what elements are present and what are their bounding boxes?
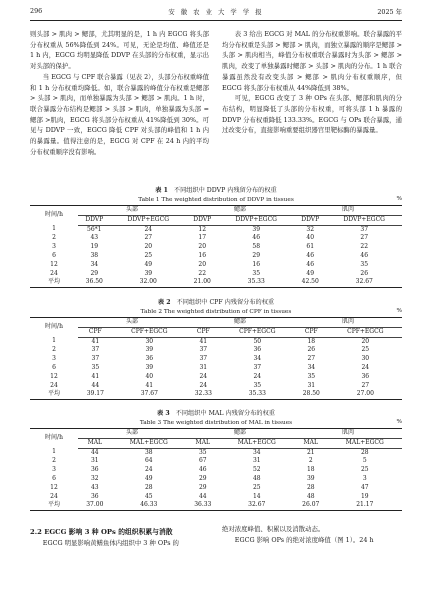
cell: 35 xyxy=(360,260,369,268)
sub-header: DDVP xyxy=(294,215,327,225)
table-number: 表 3 xyxy=(157,410,170,417)
group-header: 肌肉 xyxy=(294,318,402,328)
paragraph: EGCG 明显影响黄鳝鱼体内组织中 3 种 OPs 的 xyxy=(42,539,179,547)
table-row xyxy=(30,234,402,243)
sub-header: MAL xyxy=(294,438,328,448)
cell: 2 xyxy=(308,457,313,465)
page-number: 296 xyxy=(30,7,43,15)
cell: 61 xyxy=(306,243,315,251)
table-title: 不同组织中 DDVP 内残留分布的权重 xyxy=(173,187,277,194)
cell: 46 xyxy=(306,260,315,268)
table-average-row xyxy=(30,278,402,287)
cell: 47 xyxy=(360,483,369,491)
table-row xyxy=(30,355,402,364)
cell: 35 xyxy=(253,381,262,389)
paragraph: 则头部 > 肌肉 > 鳃部，尤其明显的是，1 h 内 EGCG 将头部分布权重从 56%降低到 24%。可见，无论是均值、峰值还是 1 h 内，EGCG 均明显降低 DDVP 在头部的分布权重，显示出对头部的保护。 xyxy=(30,30,209,71)
cell: 46.33 xyxy=(112,501,186,510)
table-1 xyxy=(30,205,402,288)
cell: 平均 xyxy=(30,278,78,287)
cell: 29 xyxy=(252,251,261,259)
cell: 48 xyxy=(306,492,315,500)
cell: 24 xyxy=(199,381,208,389)
cell: 34 xyxy=(253,355,262,363)
cell: 1 xyxy=(52,225,56,233)
table-number: 表 1 xyxy=(155,187,168,194)
cell: 27 xyxy=(360,234,369,242)
cell: 44 xyxy=(198,492,207,500)
sub-header: MAL xyxy=(186,438,220,448)
cell: 14 xyxy=(252,492,261,500)
group-header: 头部 xyxy=(78,318,186,328)
cell: 37 xyxy=(199,355,208,363)
cell: 26 xyxy=(360,269,369,277)
table-title-en: Table 3 The weighted distribution of MAL in tissues xyxy=(139,419,293,426)
cell: 39 xyxy=(145,363,154,371)
cell: 43 xyxy=(90,234,99,242)
table-unit: % xyxy=(396,308,402,314)
cell: 40 xyxy=(306,234,315,242)
cell: 3 xyxy=(52,466,56,474)
cell: 平均 xyxy=(30,390,78,399)
table-2-caption xyxy=(30,299,402,317)
table-average-row xyxy=(30,390,402,399)
time-header: 时间/h xyxy=(30,429,78,449)
cell: 12 xyxy=(50,483,58,491)
cell: 52 xyxy=(252,466,261,474)
cell: 48 xyxy=(252,474,261,482)
cell: 46 xyxy=(306,251,315,259)
right-column-top xyxy=(222,29,402,136)
table-row xyxy=(30,261,402,270)
table-row xyxy=(30,270,402,279)
cell: 35 xyxy=(198,448,207,456)
table-title: 不同组织中 MAL 内残留分布的权重 xyxy=(175,410,275,417)
group-header: 鳃部 xyxy=(186,429,294,439)
table-title: 不同组织中 CPF 内残留分布的权重 xyxy=(176,299,275,306)
cell: 39.17 xyxy=(78,390,113,399)
cell: 49 xyxy=(306,269,315,277)
table-row xyxy=(30,457,402,466)
group-header: 肌肉 xyxy=(294,429,402,439)
issue-year: 2025 年 xyxy=(377,8,402,16)
cell: 24 xyxy=(50,492,58,500)
cell: 17 xyxy=(198,234,207,242)
cell: 44 xyxy=(91,381,100,389)
cell: 35 xyxy=(252,269,261,277)
table-average-row xyxy=(30,501,402,510)
cell: 24 xyxy=(253,372,262,380)
cell: 28 xyxy=(360,448,369,456)
cell: 35 xyxy=(91,363,100,371)
cell: 16 xyxy=(252,260,261,268)
cell: 30 xyxy=(361,355,370,363)
sub-header: DDVP xyxy=(186,215,219,225)
cell: 27 xyxy=(361,381,370,389)
cell: 46 xyxy=(198,466,207,474)
table-row xyxy=(30,364,402,373)
cell: 64 xyxy=(144,457,153,465)
cell: 34 xyxy=(252,448,261,456)
sub-header: CPF xyxy=(294,327,329,337)
cell: 平均 xyxy=(30,501,78,510)
sub-header: MAL+EGCG xyxy=(220,438,294,448)
table-number: 表 2 xyxy=(157,299,171,306)
page-header xyxy=(30,7,402,21)
cell: 46 xyxy=(360,251,369,259)
section-heading: 2.2 EGCG 影响 3 种 OPs 的组织积累与消散 xyxy=(30,528,173,536)
sub-header: DDVP+EGCG xyxy=(327,215,403,225)
cell: 39 xyxy=(306,474,315,482)
left-column-bottom xyxy=(30,538,209,549)
cell: 28 xyxy=(306,483,315,491)
cell: 2 xyxy=(52,234,56,242)
sub-header: DDVP+EGCG xyxy=(111,215,186,225)
left-column-top xyxy=(30,29,209,157)
cell: 32.67 xyxy=(220,501,294,510)
sub-header: DDVP xyxy=(78,215,111,225)
table-row xyxy=(30,346,402,355)
cell: 25 xyxy=(144,251,153,259)
table-row xyxy=(30,493,402,502)
cell: 36 xyxy=(253,346,262,354)
paragraph: 绝对浓度峰值、积累以及消散动态。 xyxy=(222,525,325,533)
cell: 37 xyxy=(253,363,262,371)
cell: 24 xyxy=(361,363,370,371)
cell: 28.50 xyxy=(294,390,329,399)
cell: 12 xyxy=(198,225,207,233)
cell: 32 xyxy=(90,474,99,482)
table-title-en: Table 2 The weighted distribution of CPF in tissues xyxy=(140,308,292,315)
right-column-bottom xyxy=(222,524,402,545)
cell: 39 xyxy=(144,269,153,277)
cell: 36.33 xyxy=(186,501,220,510)
cell: 3 xyxy=(362,474,367,482)
cell: 37 xyxy=(91,355,100,363)
table-row xyxy=(30,337,402,346)
table-row xyxy=(30,466,402,475)
table-1-caption xyxy=(30,187,402,205)
cell: 35 xyxy=(307,372,316,380)
cell: 21.00 xyxy=(186,278,219,287)
table-unit: % xyxy=(396,419,402,425)
cell: 6 xyxy=(52,474,56,482)
cell: 25 xyxy=(361,346,370,354)
cell: 41 xyxy=(91,337,100,345)
table-2 xyxy=(30,317,402,400)
sub-header: MAL xyxy=(78,438,112,448)
cell: 24 xyxy=(50,381,58,389)
cell: 37.67 xyxy=(113,390,186,399)
sub-header: CPF xyxy=(186,327,221,337)
cell: 42.50 xyxy=(294,278,327,287)
paragraph: 表 3 给出 EGCG 对 MAL 的分布权重影响。联合暴露的平均分布权重是头部 > 鳃部 > 肌肉，而独立暴露的顺序是鳃部 > 头部 > 肌肉相当，峰值分布权重联合暴露时为头部 > 鳃部 > 肌肉，改变了单独暴露时鳃部 > 头部 > 肌肉的分布。1 h 联合暴露虽然没有改变头部 > 鳃部 > 肌肉分布权重顺序，但 EGCG 将头部分布权重从 44%降低到 38%。 xyxy=(222,30,402,92)
cell: 31 xyxy=(252,457,261,465)
cell: 44 xyxy=(90,448,99,456)
cell: 1 xyxy=(52,337,56,345)
table-row xyxy=(30,243,402,252)
cell: 38 xyxy=(90,251,99,259)
cell: 37.00 xyxy=(78,501,112,510)
cell: 26 xyxy=(307,346,316,354)
sub-header: MAL+EGCG xyxy=(328,438,402,448)
sub-header: CPF+EGCG xyxy=(113,327,186,337)
cell: 49 xyxy=(144,474,153,482)
cell: 24 xyxy=(144,466,153,474)
table-row xyxy=(30,373,402,382)
cell: 1 xyxy=(52,448,56,456)
cell: 29 xyxy=(198,483,207,491)
cell: 46 xyxy=(252,234,261,242)
cell: 32.33 xyxy=(186,390,221,399)
cell: 31 xyxy=(199,363,208,371)
time-header: 时间/h xyxy=(30,206,78,226)
cell: 20 xyxy=(361,337,370,345)
cell: 40 xyxy=(145,372,154,380)
paragraph: EGCG 影响 OPs 的绝对浓度峰值（图 1）。24 h xyxy=(234,535,374,544)
table-row xyxy=(30,252,402,261)
cell: 18 xyxy=(307,337,316,345)
cell: 18 xyxy=(306,466,315,474)
table-title-en: Table 1 The weighted distribution of DDVP in tissues xyxy=(138,196,294,203)
group-header: 肌肉 xyxy=(294,206,402,216)
cell: 39 xyxy=(252,225,261,233)
cell: 19 xyxy=(90,243,99,251)
cell: 39 xyxy=(145,346,154,354)
cell: 21 xyxy=(306,448,315,456)
cell: 24 xyxy=(199,372,208,380)
cell: 2 xyxy=(52,346,56,354)
cell: 22 xyxy=(360,243,369,251)
cell: 24 xyxy=(144,225,153,233)
cell: 27.00 xyxy=(329,390,402,399)
cell: 31 xyxy=(90,457,99,465)
cell: 20 xyxy=(198,243,207,251)
paragraph: 可见，EGCG 改变了 3 种 OPs 在头部、鳃部和肌肉的分布结构，明显降低了头部的分布权重，可将头部 1 h 暴露的 DDVP 分布权重降低 133.33%。EGCG 与 OPs 联合暴露，通过改变分布，直接影响重要组织器官里靶标酶的暴露量。 xyxy=(222,94,402,135)
cell: 35.33 xyxy=(219,278,294,287)
cell: 32.00 xyxy=(111,278,186,287)
cell: 27 xyxy=(144,234,153,242)
table-row xyxy=(30,484,402,493)
table-row xyxy=(30,382,402,391)
cell: 36 xyxy=(361,372,370,380)
cell: 32 xyxy=(306,225,315,233)
cell: 56*1 xyxy=(87,225,102,233)
header-rule xyxy=(30,20,402,21)
journal-title: 安 徽 农 业 大 学 学 报 xyxy=(168,8,264,16)
cell: 31 xyxy=(307,381,316,389)
group-header: 鳃部 xyxy=(186,318,294,328)
table-row xyxy=(30,225,402,234)
cell: 50 xyxy=(253,337,262,345)
cell: 49 xyxy=(144,260,153,268)
cell: 35.33 xyxy=(221,390,294,399)
cell: 19 xyxy=(360,492,369,500)
paragraph: 当 EGCG 与 CPF 联合暴露（见表 2），头部分布权重峰值和 1 h 分布权重均降低。如，联合暴露的峰值分布权重是鳃部 > 头部 > 肌肉，而单独暴露为头部 > 鳃部 > 肌肉。1 h 时，联合暴露分布结构是鳃部 > 头部 > 肌肉，单独暴露为头部 = 鳃部 >肌肉，EGCG 将头部分布权重从 41%降低到 30%。可见与 DDVP 一致，EGCG 降低 CPF 对头部的峰值和 1 h 内的暴露量。值得注意的是，EGCG 对 CPF 在 24 h 内的平均分布权重顺序没有影响。 xyxy=(30,72,209,156)
cell: 67 xyxy=(198,457,207,465)
table-row xyxy=(30,448,402,457)
cell: 20 xyxy=(144,243,153,251)
sub-header: CPF+EGCG xyxy=(221,327,294,337)
cell: 36 xyxy=(90,466,99,474)
cell: 6 xyxy=(52,363,56,371)
table-unit: % xyxy=(396,196,402,202)
cell: 22 xyxy=(198,269,207,277)
cell: 37 xyxy=(199,346,208,354)
cell: 41 xyxy=(145,381,154,389)
sub-header: DDVP+EGCG xyxy=(219,215,294,225)
cell: 37 xyxy=(91,346,100,354)
cell: 58 xyxy=(252,243,261,251)
cell: 5 xyxy=(362,457,367,465)
cell: 3 xyxy=(52,355,56,363)
cell: 20 xyxy=(198,260,207,268)
table-3 xyxy=(30,428,402,511)
cell: 34 xyxy=(90,260,99,268)
sub-header: MAL+EGCG xyxy=(112,438,186,448)
time-header: 时间/h xyxy=(30,318,78,338)
cell: 34 xyxy=(307,363,316,371)
cell: 6 xyxy=(52,251,56,259)
cell: 12 xyxy=(50,260,58,268)
cell: 29 xyxy=(198,474,207,482)
cell: 16 xyxy=(198,251,207,259)
sub-header: CPF xyxy=(78,327,113,337)
group-header: 鳃部 xyxy=(186,206,294,216)
cell: 3 xyxy=(52,243,56,251)
cell: 24 xyxy=(50,269,58,277)
cell: 36 xyxy=(145,355,154,363)
cell: 12 xyxy=(50,372,58,380)
group-header: 头部 xyxy=(78,429,186,439)
cell: 38 xyxy=(144,448,153,456)
cell: 21.17 xyxy=(328,501,402,510)
cell: 2 xyxy=(52,457,56,465)
cell: 43 xyxy=(90,483,99,491)
cell: 45 xyxy=(144,492,153,500)
cell: 27 xyxy=(307,355,316,363)
cell: 26.07 xyxy=(294,501,328,510)
cell: 41 xyxy=(91,372,100,380)
cell: 32.67 xyxy=(327,278,403,287)
cell: 29 xyxy=(90,269,99,277)
cell: 37 xyxy=(360,225,369,233)
cell: 28 xyxy=(144,483,153,491)
cell: 41 xyxy=(199,337,208,345)
cell: 25 xyxy=(252,483,261,491)
sub-header: CPF+EGCG xyxy=(329,327,402,337)
cell: 25 xyxy=(360,466,369,474)
cell: 36 xyxy=(90,492,99,500)
table-3-caption xyxy=(30,410,402,428)
table-row xyxy=(30,475,402,484)
cell: 36.50 xyxy=(78,278,111,287)
cell: 30 xyxy=(145,337,154,345)
group-header: 头部 xyxy=(78,206,186,216)
